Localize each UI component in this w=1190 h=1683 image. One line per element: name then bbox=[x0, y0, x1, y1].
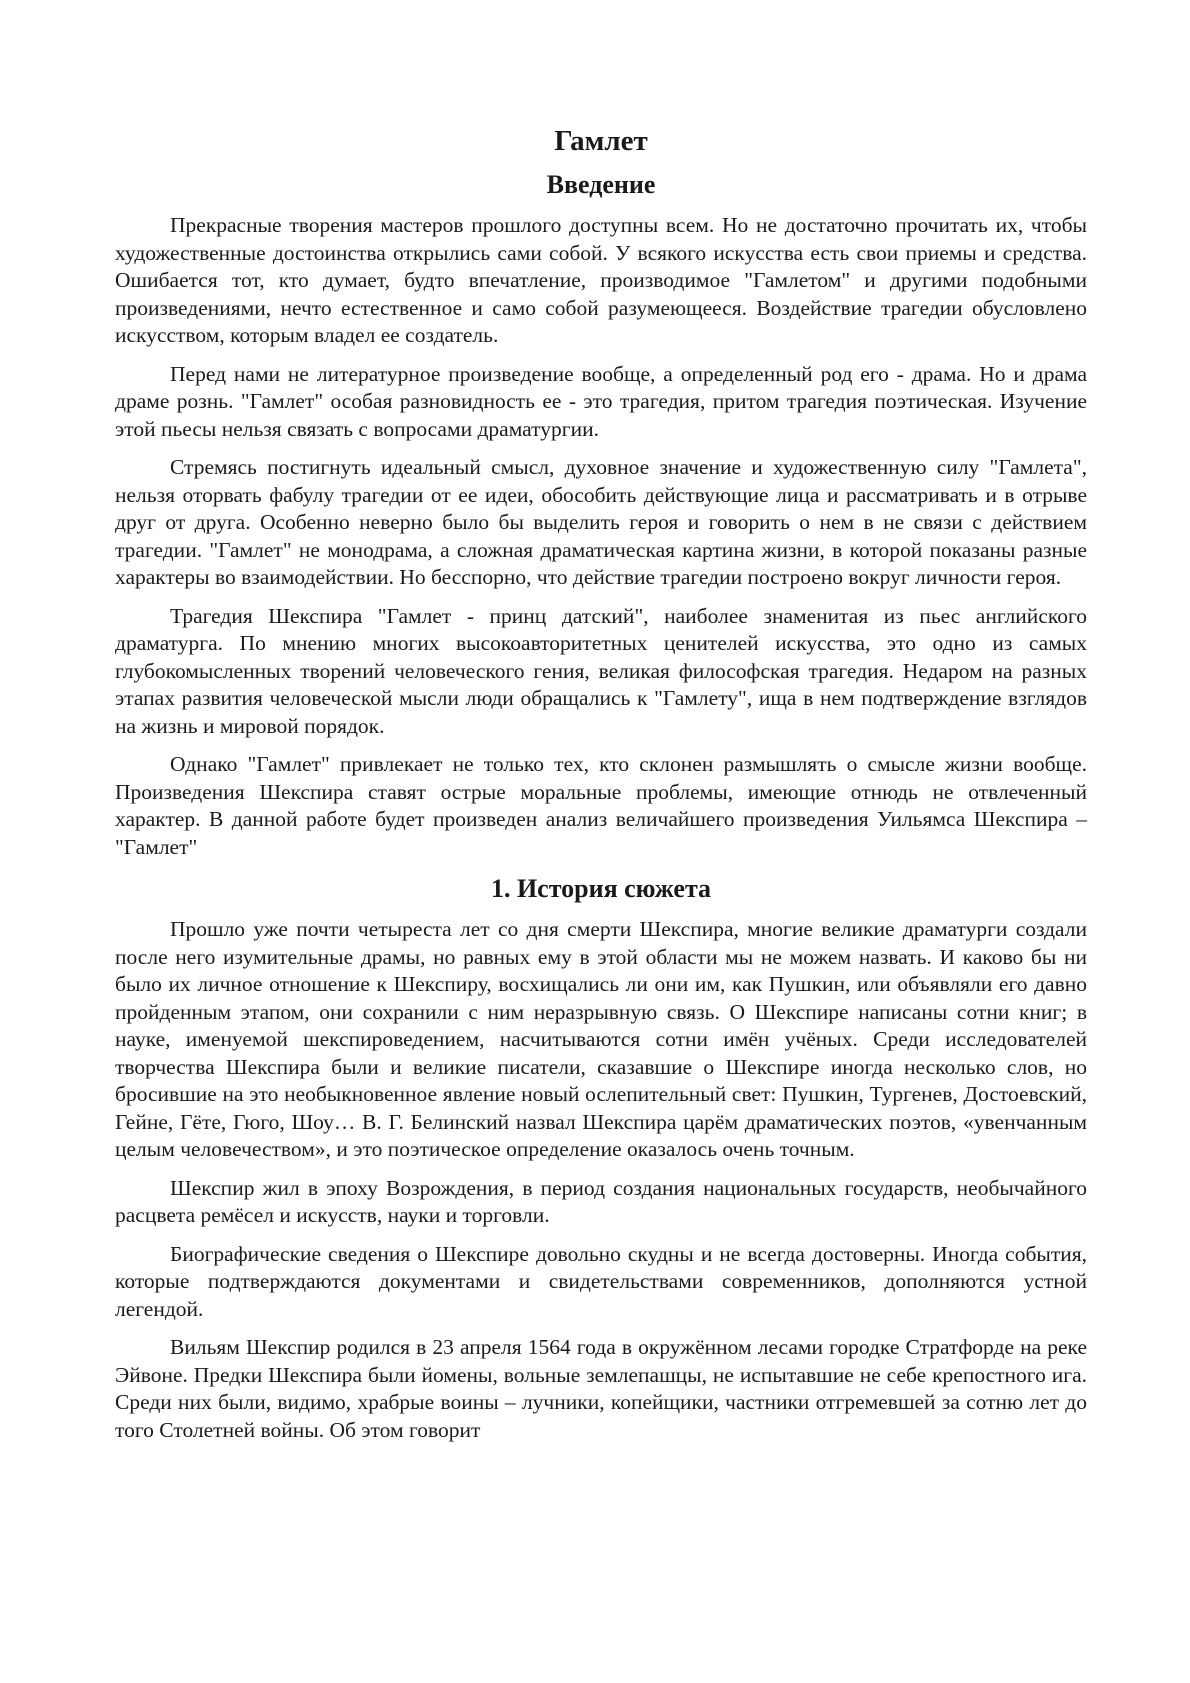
paragraph: Однако "Гамлет" привлекает не только тех, кто склонен размышлять о смысле жизни вообще. Произведения Шекспира ставят острые моральные проблемы, имеющие отнюдь не отвлеченный характер. В данной работе будет произведен анализ величайшего произведения Уильямса Шекспира – "Гамлет" bbox=[115, 752, 1087, 859]
document-title: Гамлет bbox=[554, 125, 648, 157]
paragraph: Вильям Шекспир родился в 23 апреля 1564 года в окружённом лесами городке Стратфорде на реке Эйвоне. Предки Шекспира были йомены, вольные землепашцы, не испытавшие не себе крепостного ига. Среди них были, видимо, храбрые воины – лучники, копейщики, частники отгремевшей за сотню лет до того Столетней войны. Об этом говорит bbox=[115, 1335, 1087, 1442]
document-page bbox=[115, 122, 1087, 1455]
paragraph: Перед нами не литературное произведение вообще, а определенный род его - драма. Но и драма драме рознь. "Гамлет" особая разновидность ее - это трагедия, притом трагедия поэтическая. Изучение этой пьесы нельзя связать с вопросами драматургии. bbox=[115, 361, 1087, 441]
paragraph: Биографические сведения о Шекспире довольно скудны и не всегда достоверны. Иногда события, которые подтверждаются документами и свидетельствами современников, дополняются устной легендой. bbox=[115, 1241, 1087, 1321]
paragraph: Прекрасные творения мастеров прошлого доступны всем. Но не достаточно прочитать их, чтобы художественные достоинства открылись сами собой. У всякого искусства есть свои приемы и средства. Ошибается тот, кто думает, будто впечатление, производимое "Гамлетом" и другими подобными произведениями, нечто естественное и само собой разумеющееся. Воздействие трагедии обусловлено искусством, которым владел ее создатель. bbox=[115, 213, 1087, 347]
section-plot-history bbox=[115, 872, 1087, 1444]
section-heading: 1. История сюжета bbox=[490, 874, 712, 903]
paragraph: Шекспир жил в эпоху Возрождения, в период создания национальных государств, необычайного расцвета ремёсел и искусств, науки и торговли. bbox=[115, 1175, 1087, 1227]
paragraph: Трагедия Шекспира "Гамлет - принц датский", наиболее знаменитая из пьес английского драматурга. По мнению многих высокоавторитетных ценителей искусства, это одно из самых глубокомысленных творений человеческого гения, великая философская трагедия. Недаром на разных этапах развития человеческой мысли люди обращались к "Гамлету", ища в нем подтверждение взглядов на жизнь и мировой порядок. bbox=[115, 603, 1087, 738]
paragraph: Стремясь постигнуть идеальный смысл, духовное значение и художественную силу "Гамлета", нельзя оторвать фабулу трагедии от ее идеи, обособить действующие лица и рассматривать и в отрыве друг от друга. Особенно неверно было бы выделить героя и говорить о нем в не связи с действием трагедии. "Гамлет" не монодрама, а сложная драматическая картина жизни, в которой показаны разные характеры во взаимодействии. Но бесспорно, что действие трагедии построено вокруг личности героя. bbox=[115, 455, 1087, 589]
section-heading: Введение bbox=[546, 170, 656, 199]
paragraph: Прошло уже почти четыреста лет со дня смерти Шекспира, многие великие драматурги создали после него изумительные драмы, но равных ему в этой области мы не можем назвать. И каково бы ни было их личное отношение к Шекспиру, восхищались ли они им, как Пушкин, или объявляли его давно пройденным этапом, они сохранили с ним неразрывную связь. О Шекспире написаны сотни книг; в науке, именуемой шекспироведением, насчитываются сотни имён учёных. Среди исследователей творчества Шекспира были и великие писатели, сказавшие о Шекспире иногда несколько слов, но бросившие на это необыкновенное явление новый ослепительный свет: Пушкин, Тургенев, Достоевский, Гейне, Гёте, Гюго, Шоу… В. Г. Белинский назвал Шекспира царём драматических поэтов, «увенчанным целым человечеством», и это поэтическое определение оказалось очень точным. bbox=[115, 917, 1087, 1161]
section-introduction bbox=[115, 168, 1087, 861]
